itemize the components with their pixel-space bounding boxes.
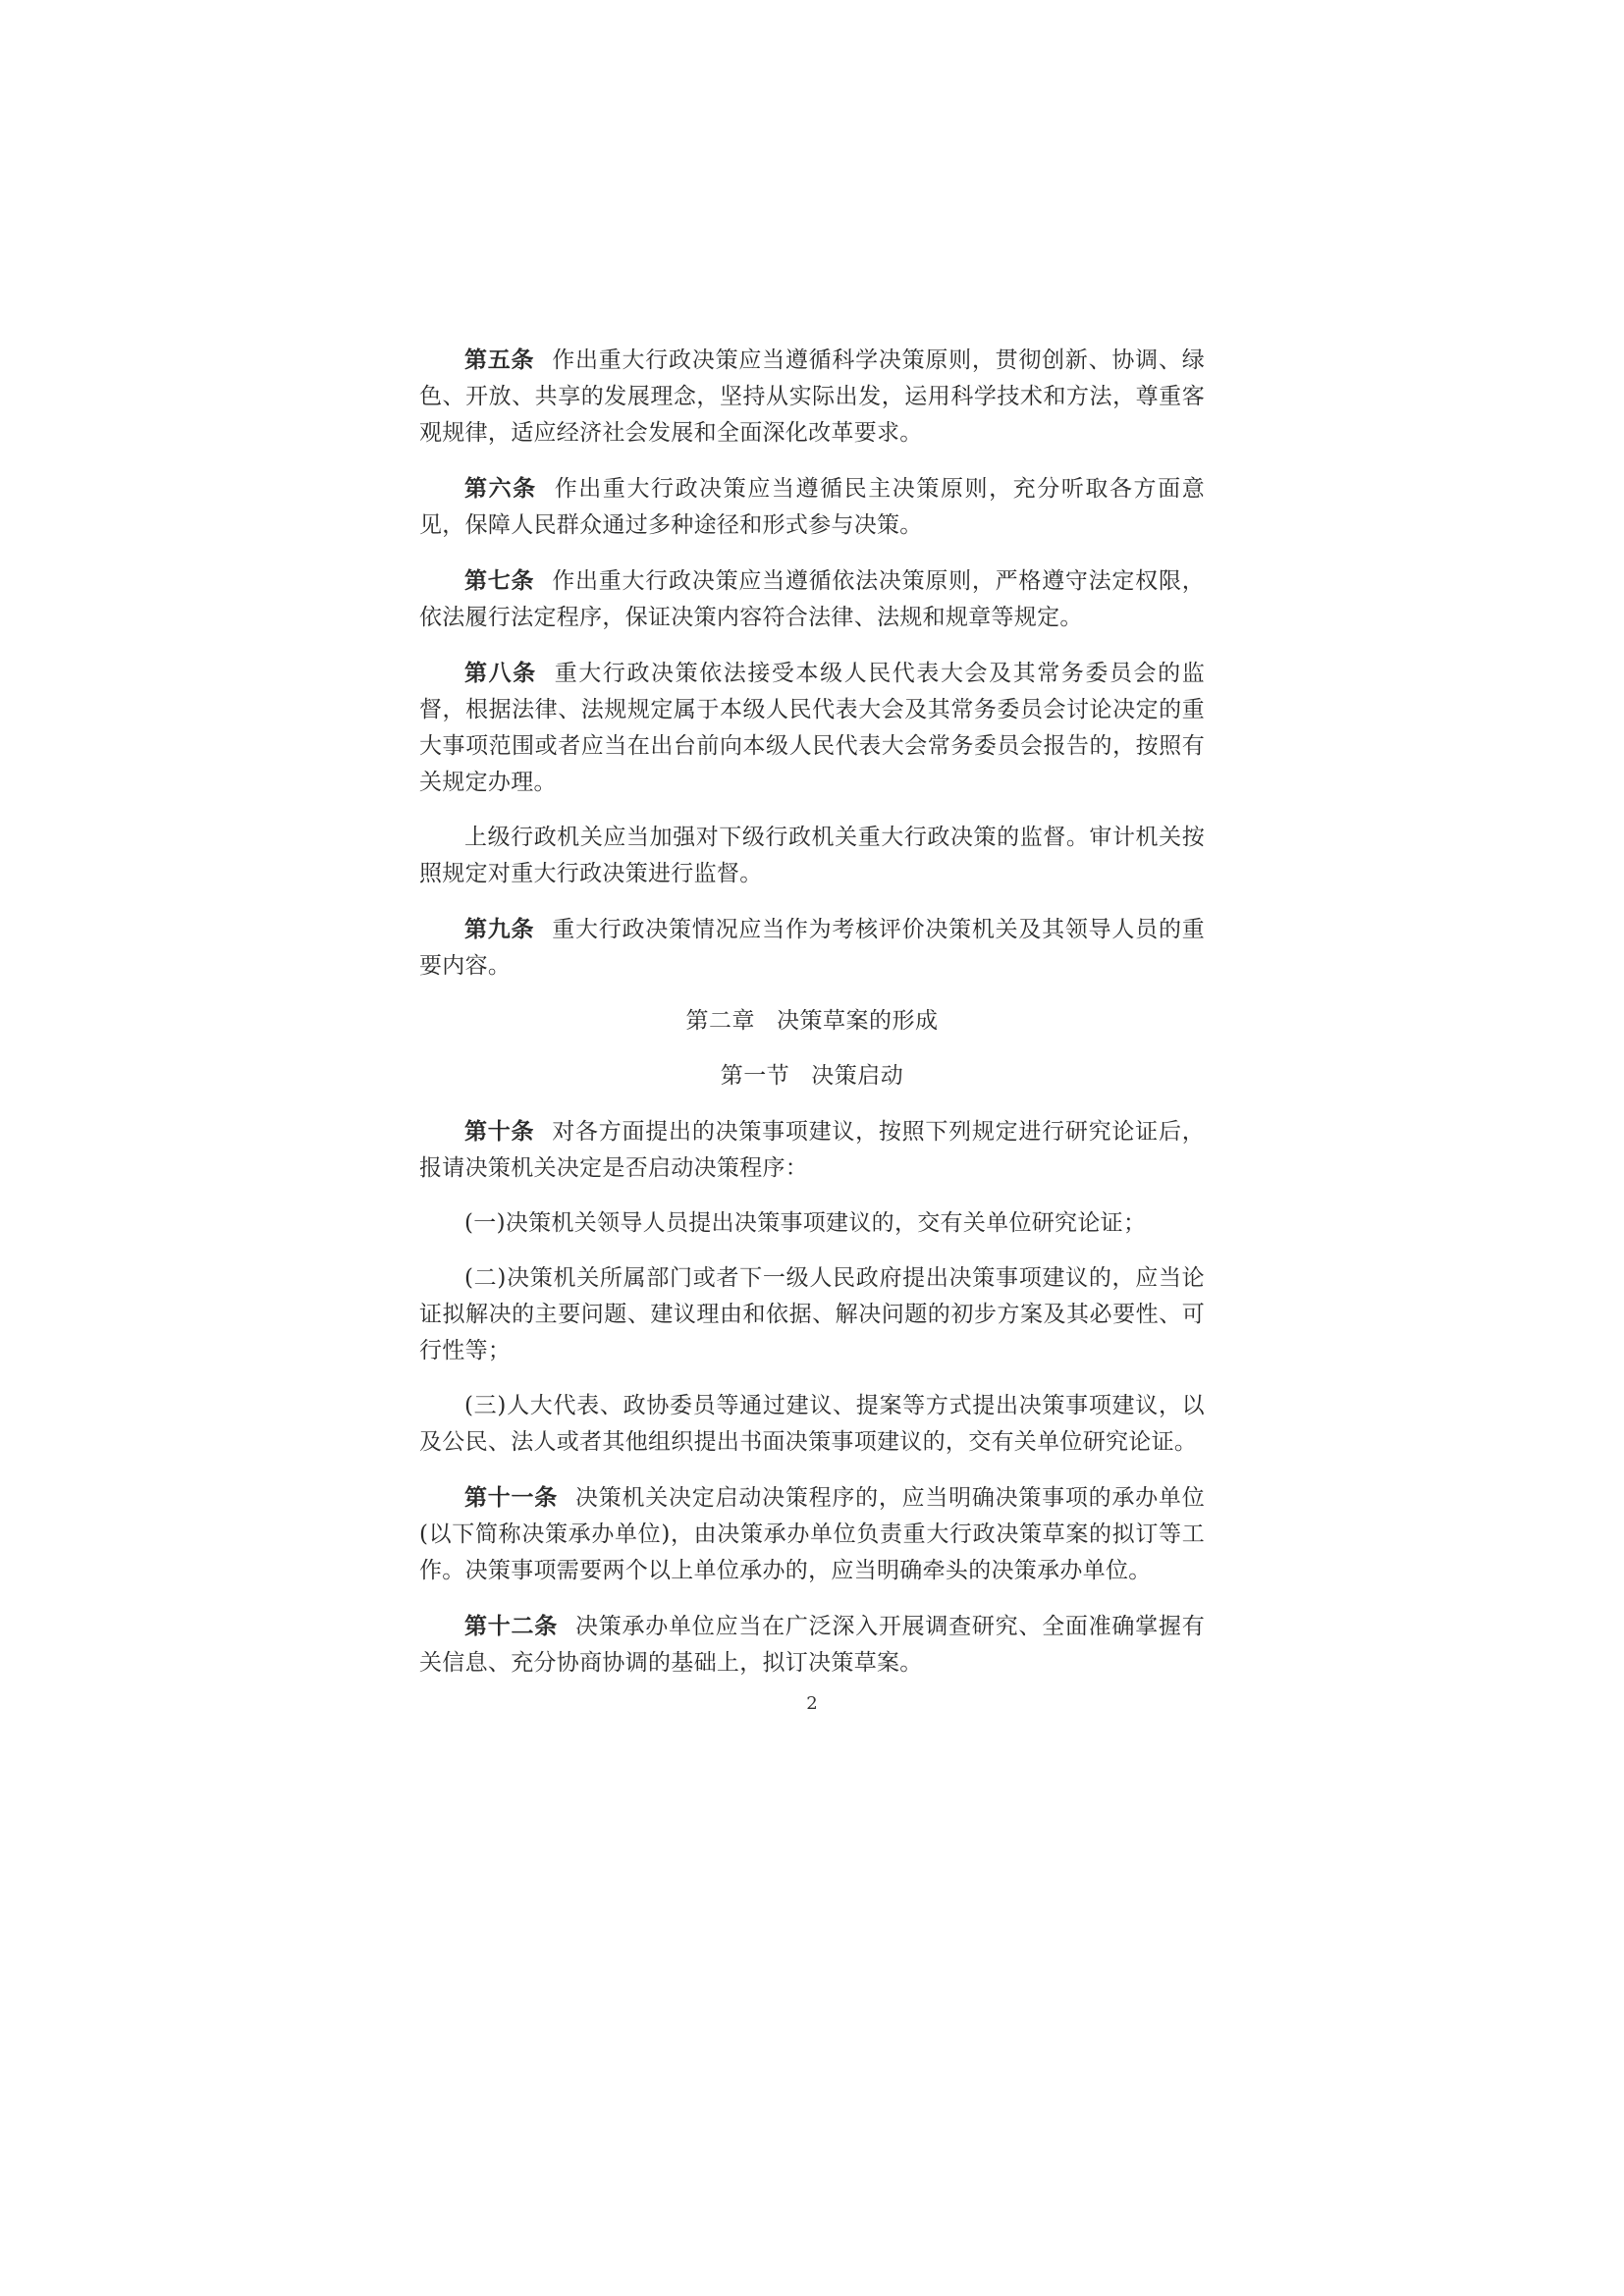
- page-number: 2: [806, 1693, 818, 1714]
- article-label: 第五条: [464, 347, 535, 373]
- article-text: 重大行政决策依法接受本级人民代表大会及其常务委员会的监督，根据法律、法规规定属于本级人民代表大会及其常务委员会讨论决定的重大事项范围或者应当在出台前向本级人民代表大会常务委员会报告的，按照有关规定办理。: [419, 661, 1205, 795]
- list-item-2: (二)决策机关所属部门或者下一级人民政府提出决策事项建议的，应当论证拟解决的主要问题、建议理由和依据、解决问题的初步方案及其必要性、可行性等；: [419, 1265, 1205, 1363]
- article-label: 第九条: [464, 916, 535, 942]
- section-heading: [419, 1058, 1205, 1095]
- article-9: [419, 911, 1205, 985]
- article-10: [419, 1113, 1205, 1187]
- article-text: 作出重大行政决策应当遵循民主决策原则，充分听取各方面意见，保障人民群众通过多种途径和形式参与决策。: [419, 476, 1205, 538]
- article-11: [419, 1479, 1205, 1589]
- document-body: [419, 342, 1205, 1700]
- article-text: 决策承办单位应当在广泛深入开展调查研究、全面准确掌握有关信息、充分协商协调的基础上，拟订决策草案。: [419, 1614, 1205, 1676]
- chapter-label: 第二章: [685, 1008, 755, 1034]
- article-text: 作出重大行政决策应当遵循依法决策原则，严格遵守法定权限，依法履行法定程序，保证决策内容符合法律、法规和规章等规定。: [419, 568, 1205, 630]
- article-text: 决策机关决定启动决策程序的，应当明确决策事项的承办单位(以下简称决策承办单位)，由决策承办单位负责重大行政决策草案的拟订等工作。决策事项需要两个以上单位承办的，应当明确牵头的决策承办单位。: [419, 1485, 1205, 1583]
- article-7: [419, 562, 1205, 636]
- article-8: [419, 655, 1205, 801]
- article-label: 第七条: [464, 567, 535, 594]
- section-label: 第一节: [720, 1063, 790, 1089]
- article-label: 第十二条: [464, 1613, 559, 1639]
- article-label: 第十条: [464, 1118, 535, 1145]
- article-text: 对各方面提出的决策事项建议，按照下列规定进行研究论证后，报请决策机关决定是否启动决策程序：: [419, 1119, 1205, 1181]
- article-text: 重大行政决策情况应当作为考核评价决策机关及其领导人员的重要内容。: [419, 917, 1205, 979]
- article-6: [419, 470, 1205, 544]
- paragraph-supervision: 上级行政机关应当加强对下级行政机关重大行政决策的监督。审计机关按照规定对重大行政决策进行监督。: [419, 825, 1205, 886]
- list-item-1: (一)决策机关领导人员提出决策事项建议的，交有关单位研究论证；: [464, 1210, 1147, 1236]
- article-text: 作出重大行政决策应当遵循科学决策原则，贯彻创新、协调、绿色、开放、共享的发展理念，坚持从实际出发，运用科学技术和方法，尊重客观规律，适应经济社会发展和全面深化改革要求。: [419, 347, 1205, 446]
- section-title: 决策启动: [811, 1063, 904, 1089]
- article-label: 第八条: [464, 660, 537, 686]
- article-label: 第六条: [464, 475, 537, 502]
- chapter-heading: [419, 1003, 1205, 1040]
- article-label: 第十一条: [464, 1484, 559, 1511]
- chapter-title: 决策草案的形成: [777, 1008, 939, 1034]
- article-5: [419, 342, 1205, 452]
- list-item-3: (三)人大代表、政协委员等通过建议、提案等方式提出决策事项建议，以及公民、法人或者其他组织提出书面决策事项建议的，交有关单位研究论证。: [419, 1393, 1205, 1455]
- article-12: [419, 1608, 1205, 1682]
